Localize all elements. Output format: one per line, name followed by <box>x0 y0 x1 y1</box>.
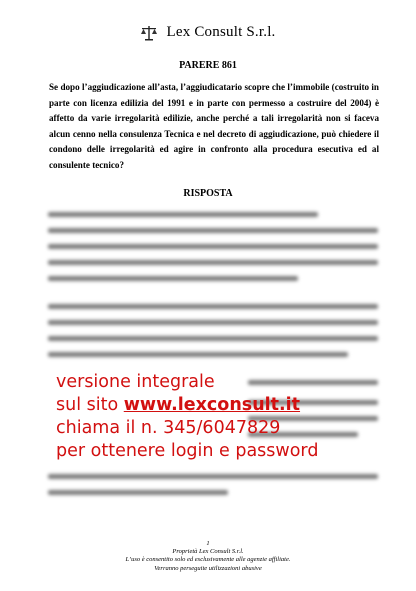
notice-line-4: per ottenere login e password <box>56 441 319 461</box>
footer-line-3: Verranno perseguite utilizzazioni abusive <box>154 564 262 572</box>
blurred-text-line <box>48 276 298 281</box>
blurred-text-line <box>48 244 378 249</box>
blurred-text-line <box>48 352 348 357</box>
full-version-notice <box>56 371 318 463</box>
notice-line-2 <box>56 394 318 417</box>
blurred-text-line <box>48 320 378 325</box>
scales-of-justice-icon <box>140 25 158 41</box>
blurred-text-line <box>48 212 318 217</box>
footer-line-2: L’uso è consentito solo ed esclusivamente alle agenzie affiliate. <box>125 556 291 564</box>
notice-line-1: versione integrale <box>56 372 215 392</box>
blurred-text-line <box>48 260 378 265</box>
footer-line-1: Proprietà Lex Consult S.r.l. <box>172 548 244 556</box>
blurred-text-line <box>48 474 378 479</box>
notice-line-3: chiama il n. 345/6047829 <box>56 418 281 438</box>
page-number: 1 <box>206 540 210 547</box>
notice-line-2-prefix: sul sito <box>56 395 124 415</box>
blurred-text-line <box>48 336 378 341</box>
parere-title: PARERE 861 <box>179 60 237 71</box>
blurred-answer-text <box>48 204 378 510</box>
blurred-text-line <box>48 490 228 495</box>
website-link[interactable]: www.lexconsult.it <box>123 395 301 415</box>
company-name: Lex Consult S.r.l. <box>166 24 276 40</box>
risposta-title: RISPOSTA <box>183 188 233 199</box>
document-header <box>0 24 416 41</box>
parere-question: Se dopo l’aggiudicazione all’asta, l’aggiudicatario scopre che l’immobile (costruito in parte con licenza edilizia del 1991 e in parte con permesso a costruire del 2004) è affetto da varie irregolarità edilizie, anche perché a tali irregolarità non si faceva alcun cenno nella consulenza Tecnica e nel decreto di aggiudicazione, può chiedere il condono delle irregolarità ed agire in confronto alla procedura esecutiva ed al consulente tecnico? <box>49 82 379 170</box>
document-footer <box>0 540 416 573</box>
blurred-text-line <box>48 304 378 309</box>
blurred-text-line <box>48 228 378 233</box>
